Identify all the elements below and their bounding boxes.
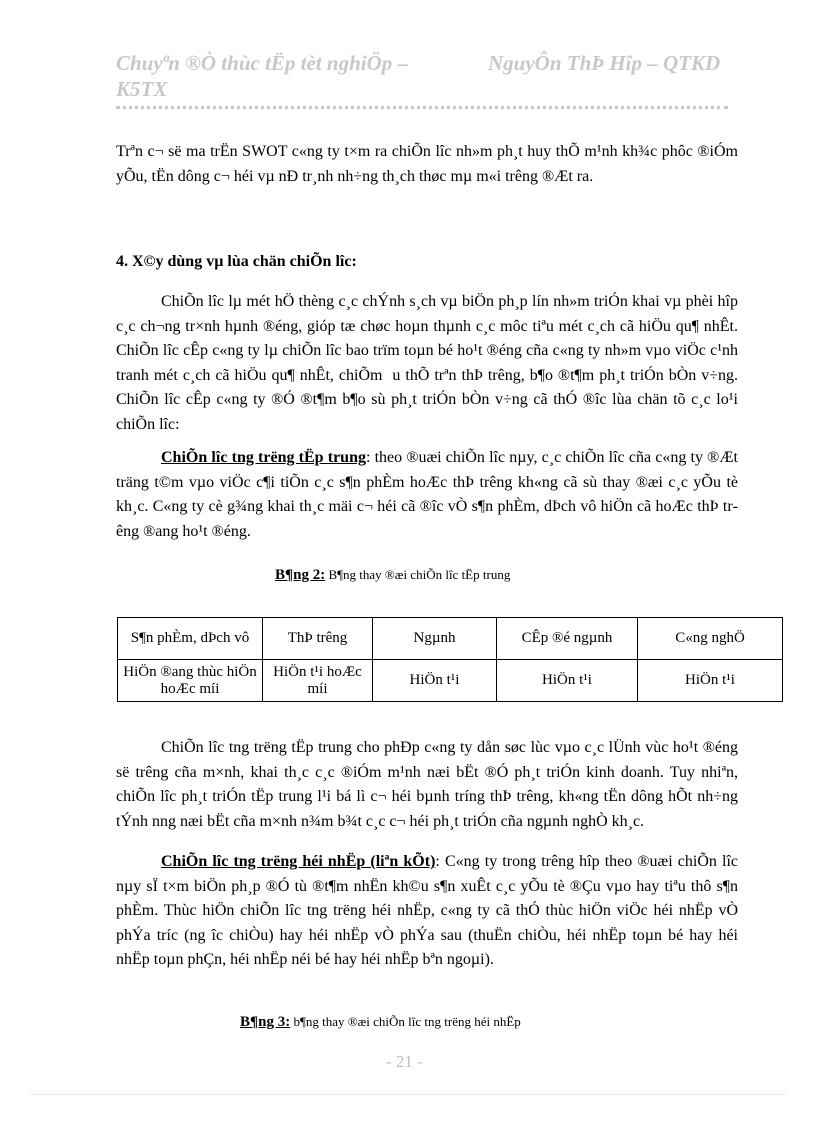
paragraph-strategy-definition: ChiÕn lîc lµ mét hÖ thèng c¸c chÝnh s¸ch vµ biÖn ph¸p lín nh»m triÓn khai vµ phèi hîp c¸c ch¬ng tr×nh hµnh ®éng, gióp tæ chøc hoµn thµnh c¸c môc tiªu mét c¸ch cã hiÖu qu¶ nhÊt. ChiÕn lîc cÊp c«ng ty lµ chiÕn lîc bao trïm toµn bé ho¹t ®éng cña c«ng ty nh»m vµo viÖc c¹nh tranh mét c¸ch cã hiÖu qu¶ nhÊt, chiÕm u thÕ trªn thÞ trêng, b¶o ®t¶m ph¸t triÓn bÒn v÷ng. ChiÕn lîc cÊp c«ng ty ®Ó ®t¶m b¶o sù ph¸t triÓn bÒn v÷ng cã thÓ ®îc lùa chän tõ c¸c lo¹i chiÕn lîc: <box>116 293 738 433</box>
table-cell: HiÖn t¹i <box>638 660 783 702</box>
table2-caption-label: B¶ng 2: <box>275 567 326 583</box>
intro-paragraph: Trªn c¬ së ma trËn SWOT c«ng ty t×m ra chiÕn lîc nh»m ph¸t huy thÕ m¹nh kh¾c phôc ®iÓm yÕu, tËn dông c¬ héi vµ nÐ tr¸nh nh÷ng th¸ch thøc mµ m«i trêng ®Æt ra. <box>116 143 738 185</box>
table3-caption <box>240 1014 521 1031</box>
table-header-cell: CÊp ®é ngµnh <box>497 618 638 660</box>
table-cell: HiÖn t¹i <box>497 660 638 702</box>
table2-caption-text: B¶ng thay ®æi chiÕn lîc tËp trung <box>325 567 511 582</box>
header-left-title: Chuyªn ®Ò thùc tËp tèt nghiÖp – K5TX <box>116 51 409 101</box>
paragraph-concentrated-growth <box>116 446 738 544</box>
page-number: - 21 - <box>386 1052 423 1071</box>
concentrated-growth-term: ChiÕn lîc tng trëng tËp trung <box>161 449 366 466</box>
table-header-cell: C«ng nghÖ <box>638 618 783 660</box>
section-heading: 4. X©y dùng vµ lùa chän chiÕn lîc: <box>116 253 357 270</box>
table-header-cell: Ngµnh <box>373 618 497 660</box>
page-bottom-edge <box>30 1094 786 1095</box>
paragraph-integration-growth <box>116 850 738 973</box>
table-header-cell: ThÞ trêng <box>263 618 373 660</box>
integration-growth-text: : C«ng ty trong trêng hîp theo ®uæi chiÕn lîc nµy sÏ t×m biÖn ph¸p ®Ó tù ®t¶m nhËn kh©u s¶n xuÊt c¸c yÕu tè ®Çu vµo hay tiªu thô s¶n phÈm. Thùc hiÖn chiÕn lîc tng trëng héi nhËp, c«ng ty cã thÓ thùc hiÖn viÖc héi nhËp vÒ phÝa tríc (ng îc chiÒu) hay héi nhËp vÒ phÝa sau (thuËn chiÒu, héi nhËp toµn bé hay héi nhËp toµn phÇn, héi nhËp néi bé hay héi nhËp bªn ngoµi). <box>116 853 738 968</box>
table-header-row <box>118 618 783 660</box>
table-cell: HiÖn t¹i hoÆc míi <box>263 660 373 702</box>
table-cell: HiÖn ®ang thùc hiÖn hoÆc míi <box>118 660 263 702</box>
table-header-cell: S¶n phÈm, dÞch vô <box>118 618 263 660</box>
integration-growth-term: ChiÕn lîc tng trëng héi nhËp (liªn kÕt) <box>161 853 436 870</box>
table-cell: HiÖn t¹i <box>373 660 497 702</box>
concentrated-growth-text: : theo ®uæi chiÕn lîc nµy, c¸c chiÕn lîc cña c«ng ty ®Æt träng t©m vµo viÖc c¶i tiÕn c¸c s¶n phÈm hoÆc thÞ trêng kh«ng cã sù thay ®æi c¸c yÕu tè kh¸c. C«ng ty cè g¾ng khai th¸c mäi c¬ héi cã ®îc vÒ s¶n phÈm, dÞch vô hiÖn cã hoÆc thÞ trêng ®ang ho¹t ®éng. <box>116 449 738 540</box>
table-row <box>118 660 783 702</box>
header-divider <box>116 106 728 109</box>
table-concentrated-strategy <box>117 617 783 702</box>
table2-caption <box>275 567 510 584</box>
table3-caption-text: b¶ng thay ®æi chiÕn lîc tng trëng héi nhËp <box>290 1014 521 1029</box>
paragraph-concentrated-pros-cons: ChiÕn lîc tng trëng tËp trung cho phÐp c«ng ty dån søc lùc vµo c¸c lÜnh vùc ho¹t ®éng së trêng cña m×nh, khai th¸c c¸c ®iÓm m¹nh næi bËt ®Ó ph¸t triÓn kinh doanh. Tuy nhiªn, chiÕn lîc ph¸t triÓn tËp trung l¹i bá lì c¬ héi bµnh tríng thÞ trêng, kh«ng tËn dông hÕt nh÷ng tÝnh nng næi bËt cña m×nh n¾m b¾t c¸c c¬ héi ph¸t triÓn cña ngµnh nghÒ kh¸c. <box>116 739 738 830</box>
header-right-author: NguyÔn ThÞ Hîp – QTKD <box>488 51 721 75</box>
table3-caption-label: B¶ng 3: <box>240 1014 291 1030</box>
